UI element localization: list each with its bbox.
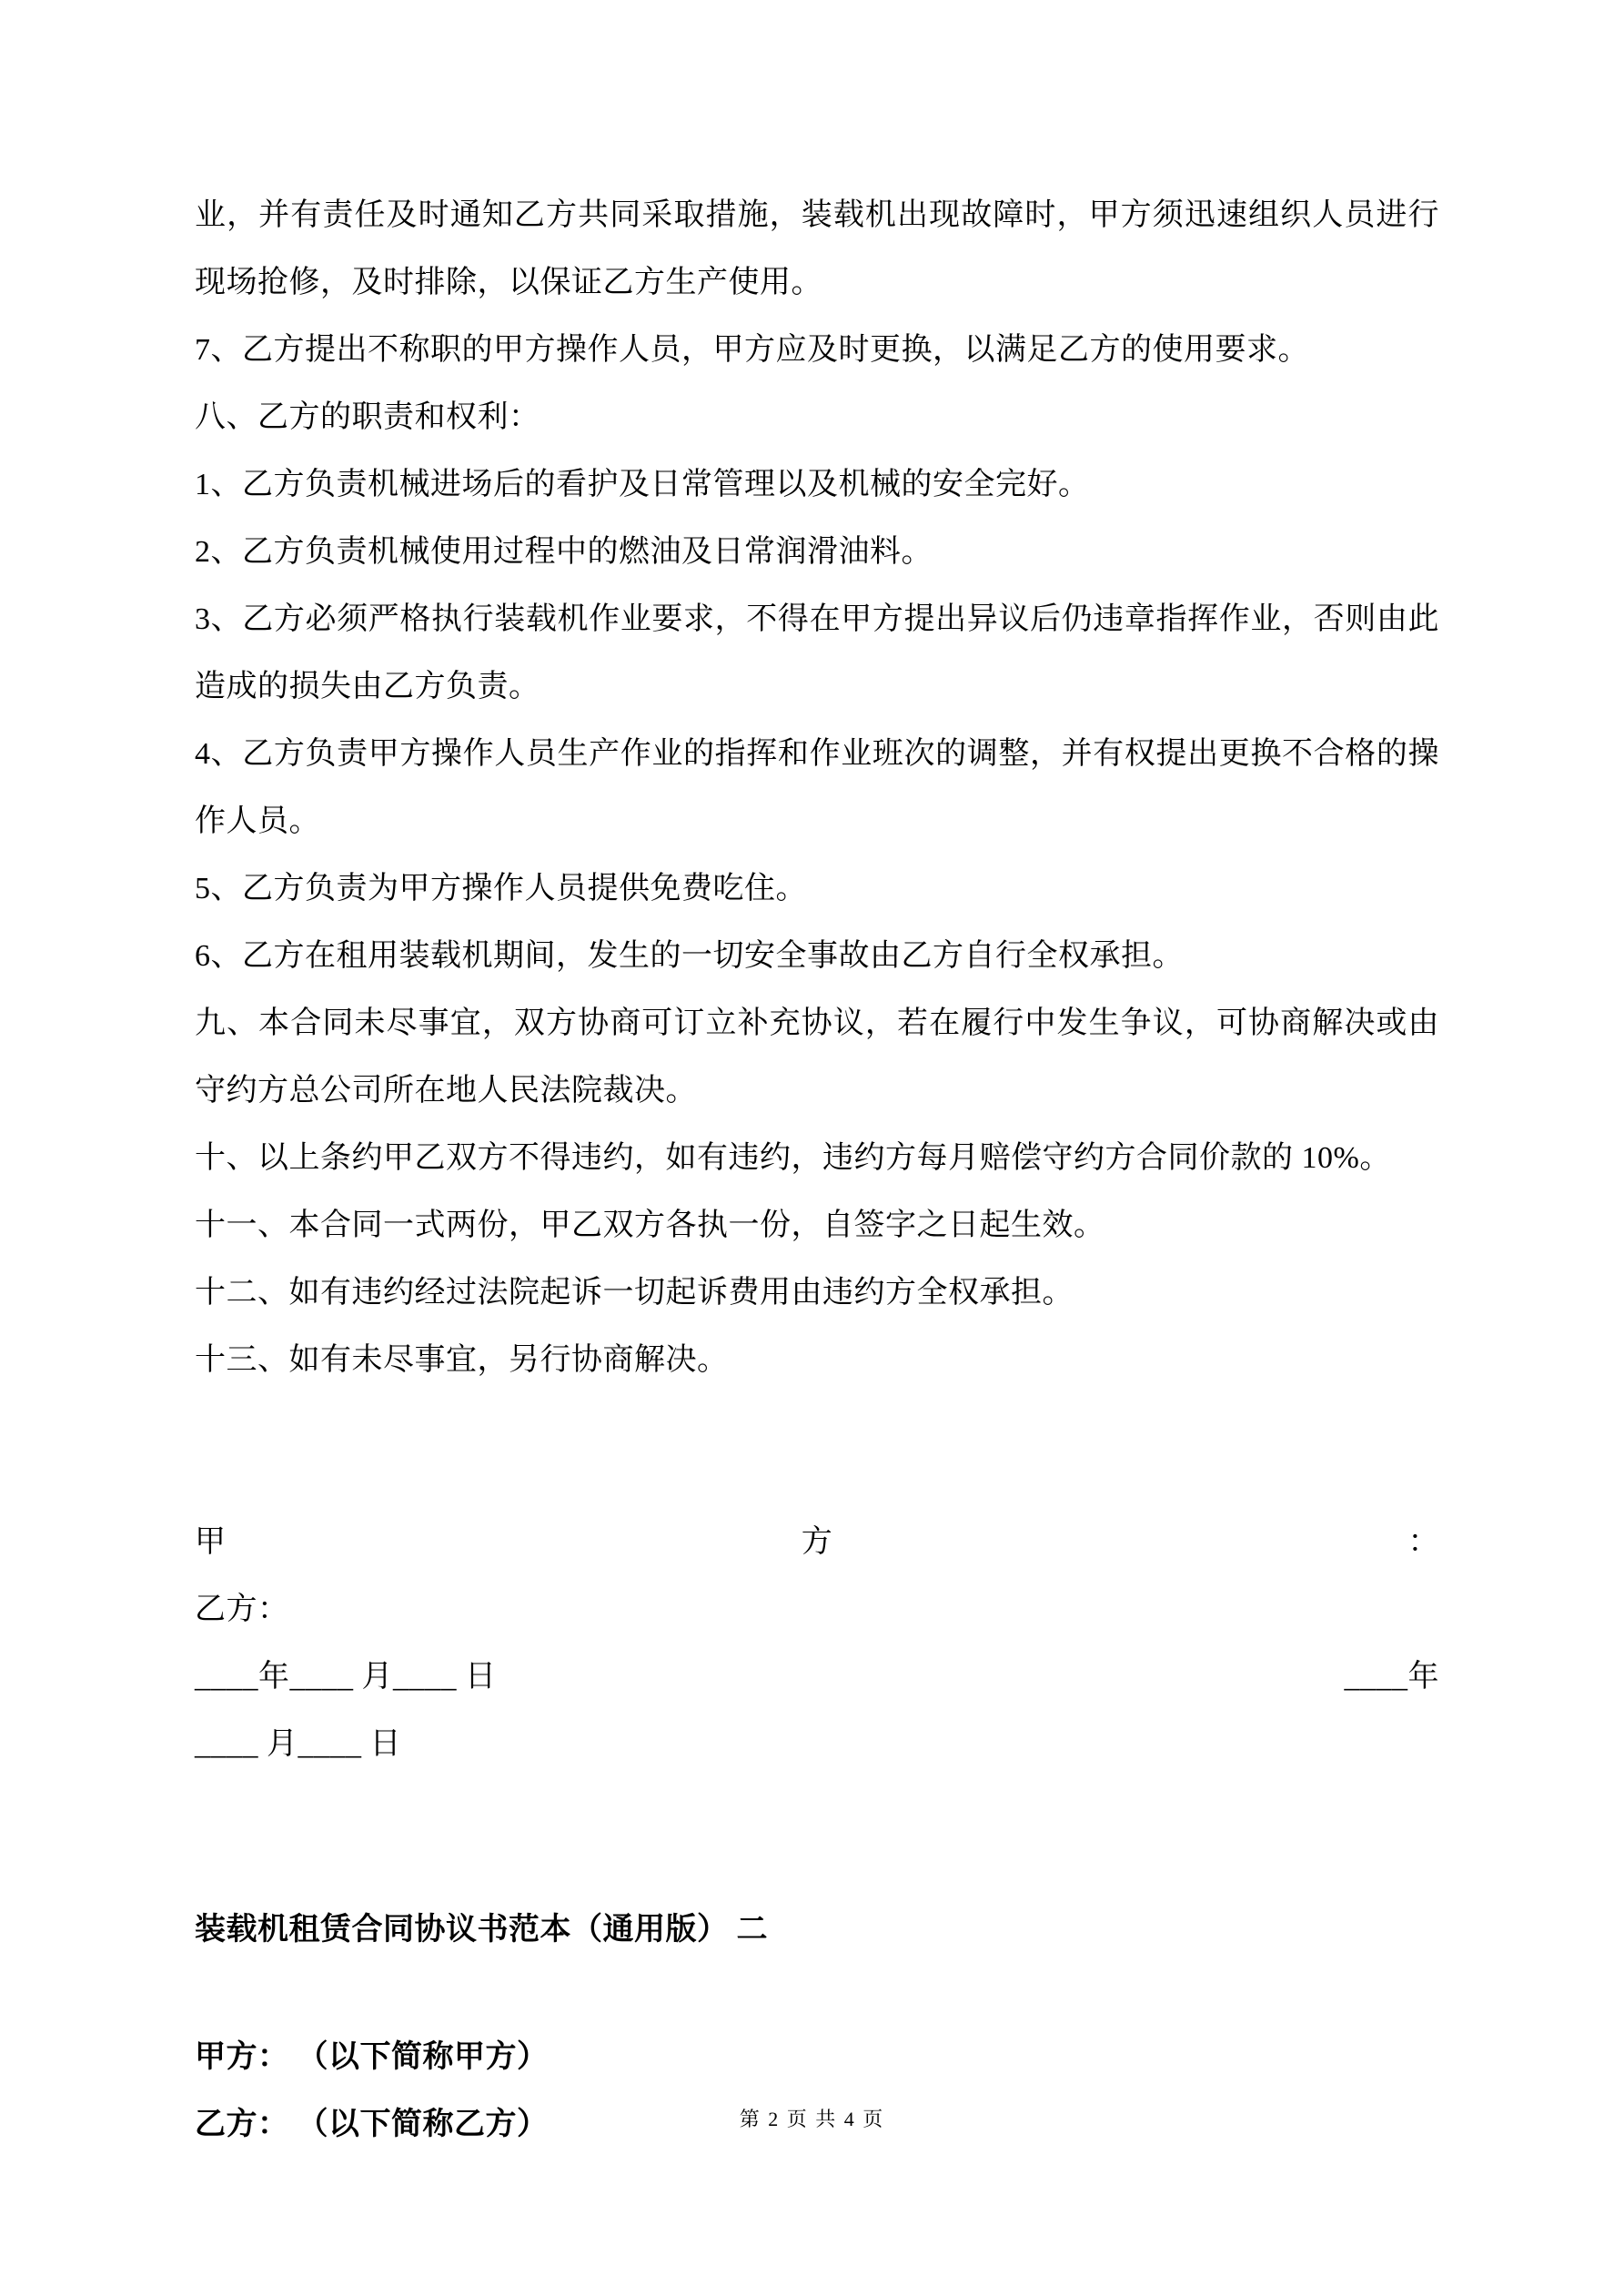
contract-paragraph: 5、乙方负责为甲方操作人员提供免费吃住。 [195, 872, 807, 905]
page-footer: 第 2 页 共 4 页 [739, 2108, 885, 2130]
party-a-char: 甲 [195, 1525, 227, 1559]
date-line-2: ____ 月____ 日 [195, 1727, 401, 1761]
party-b-signature-line: 乙方： [195, 1593, 289, 1626]
date-blanks-right: ____年 [1344, 1660, 1439, 1694]
contract-paragraph: 十一、本合同一式两份，甲乙双方各执一份，自签字之日起生效。 [195, 1209, 1105, 1242]
contract-paragraph: 十、以上条约甲乙双方不得违约，如有违约，违约方每月赔偿守约方合同价款的 10%。 [195, 1141, 1391, 1175]
contract-paragraph: 7、乙方提出不称职的甲方操作人员，甲方应及时更换，以满足乙方的使用要求。 [195, 333, 1309, 367]
contract-paragraph: 十二、如有违约经过法院起诉一切起诉费用由违约方全权承担。 [195, 1276, 1074, 1310]
contract-section-heading: 八、乙方的职责和权利： [195, 400, 540, 434]
contract-paragraph: 十三、如有未尽事宜，另行协商解决。 [195, 1343, 729, 1377]
party-a-signature-line [195, 1509, 1439, 1576]
contract-paragraph: 3、乙方必须严格执行装载机作业要求，不得在甲方提出异议后仍违章指挥作业，否则由此造成的损失由乙方负责。 [195, 602, 1439, 703]
contract-paragraph: 1、乙方负责机械进场后的看护及日常管理以及机械的安全完好。 [195, 468, 1090, 501]
contract-paragraph: 2、乙方负责机械使用过程中的燃油及日常润滑油料。 [195, 535, 933, 569]
party-a-char: 方 [801, 1525, 833, 1559]
party-a-colon: ： [1407, 1525, 1439, 1559]
signature-block [195, 1509, 1439, 1778]
date-line-1 [195, 1644, 1439, 1711]
contract-body [195, 182, 1439, 2159]
party-a-line: 甲方： （以下简称甲方） [195, 2040, 549, 2074]
contract-paragraph: 业，并有责任及时通知乙方共同采取措施，装载机出现故障时，甲方须迅速组织人员进行现场抢修，及时排除，以保证乙方生产使用。 [195, 198, 1439, 299]
contract-paragraph: 6、乙方在租用装载机期间，发生的一切安全事故由乙方自行全权承担。 [195, 939, 1184, 973]
party-b-line: 乙方： （以下简称乙方） [195, 2108, 549, 2141]
contract-paragraph: 4、乙方负责甲方操作人员生产作业的指挥和作业班次的调整，并有权提出更换不合格的操作人员。 [195, 737, 1439, 838]
date-blanks-left: ____年____ 月____ 日 [195, 1660, 497, 1694]
contract-paragraph: 九、本合同未尽事宜，双方协商可订立补充协议，若在履行中发生争议，可协商解决或由守约方总公司所在地人民法院裁决。 [195, 1006, 1439, 1108]
section-two-title: 装载机租赁合同协议书范本（通用版） 二 [195, 1913, 768, 1947]
